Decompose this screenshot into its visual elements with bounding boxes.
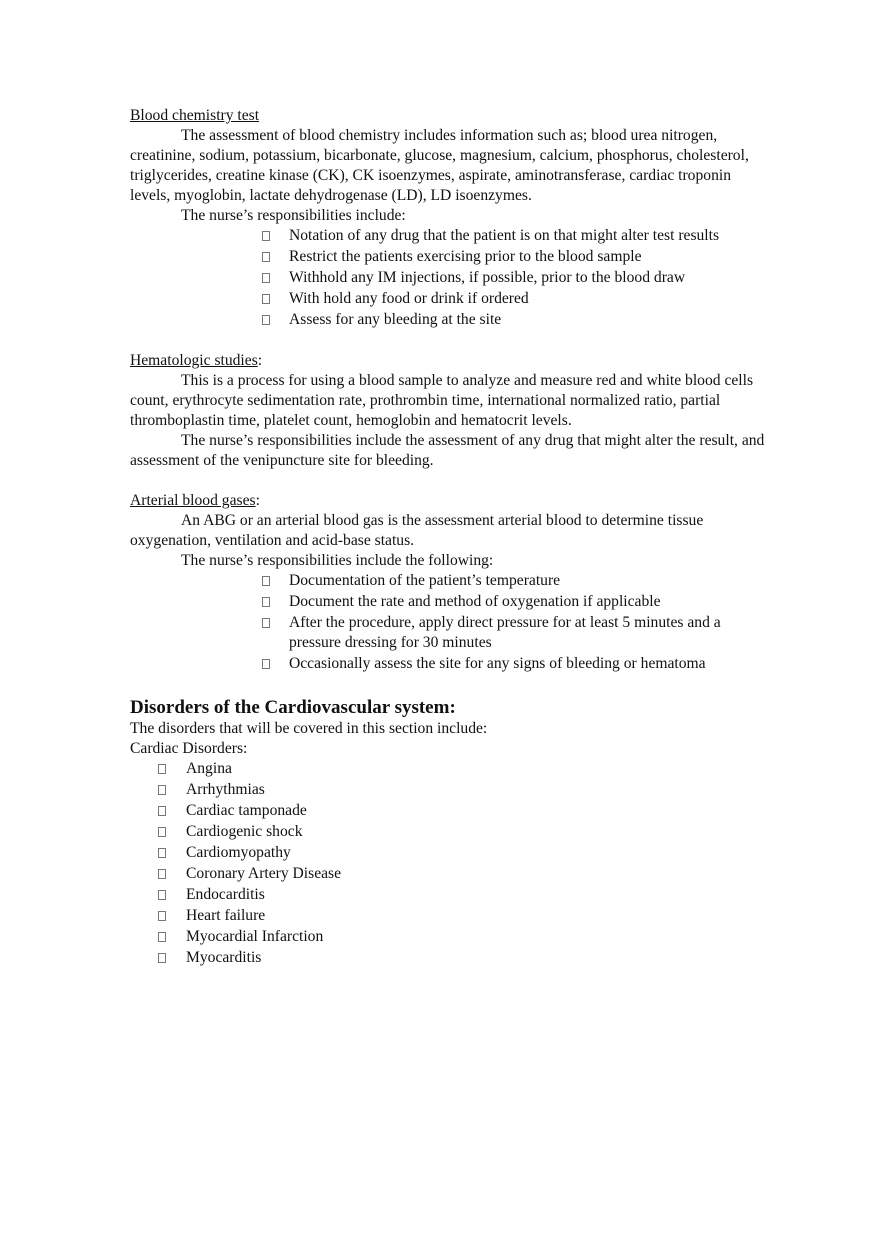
list-item: Cardiac tamponade [158, 801, 770, 821]
list-item: After the procedure, apply direct pressure for at least 5 minutes and a pressure dressing for 30 minutes [262, 613, 770, 653]
abg-resp-intro: The nurse’s responsibilities include the following: [181, 552, 494, 569]
checkbox-bullet-icon [158, 785, 166, 795]
list-item: Heart failure [158, 906, 770, 926]
abg-heading: Arterial blood gases: [130, 492, 260, 509]
checkbox-bullet-icon [262, 597, 270, 607]
disorders-section [130, 697, 770, 968]
list-item: Arrhythmias [158, 780, 770, 800]
blood-chemistry-paragraph: The assessment of blood chemistry includes information such as; blood urea nitrogen, creatinine, sodium, potassium, bicarbonate, glucose, magnesium, calcium, phosphorus, cholesterol, triglycerides, creatine kinase (CK), CK isoenzymes, aspirate, aminotransferase, cardiac troponin levels, myoglobin, lactate dehydrogenase (LD), LD isoenzymes. [130, 127, 749, 204]
checkbox-bullet-icon [158, 827, 166, 837]
list-item: Cardiomyopathy [158, 843, 770, 863]
blood-chemistry-section [130, 106, 770, 330]
checkbox-bullet-icon [262, 315, 270, 325]
hematologic-heading: Hematologic studies: [130, 352, 263, 369]
abg-section [130, 491, 770, 674]
disorders-intro: The disorders that will be covered in this section include: [130, 720, 488, 737]
checkbox-bullet-icon [158, 764, 166, 774]
list-item: Cardiogenic shock [158, 822, 770, 842]
checkbox-bullet-icon [262, 618, 270, 628]
abg-paragraph: An ABG or an arterial blood gas is the assessment arterial blood to determine tissue oxygenation, ventilation and acid-base status. [130, 512, 704, 549]
disorders-list [130, 759, 770, 968]
checkbox-bullet-icon [158, 869, 166, 879]
list-item: Myocardial Infarction [158, 927, 770, 947]
list-item: Coronary Artery Disease [158, 864, 770, 884]
checkbox-bullet-icon [262, 231, 270, 241]
disorders-category: Cardiac Disorders: [130, 740, 248, 757]
list-item: Notation of any drug that the patient is on that might alter test results [262, 226, 770, 246]
checkbox-bullet-icon [158, 890, 166, 900]
checkbox-bullet-icon [158, 806, 166, 816]
checkbox-bullet-icon [158, 848, 166, 858]
checkbox-bullet-icon [262, 576, 270, 586]
list-item: Myocarditis [158, 948, 770, 968]
hematologic-section [130, 351, 770, 471]
checkbox-bullet-icon [262, 273, 270, 283]
blood-chemistry-resp-intro: The nurse’s responsibilities include: [181, 207, 406, 224]
list-item: Withhold any IM injections, if possible, prior to the blood draw [262, 268, 770, 288]
checkbox-bullet-icon [158, 932, 166, 942]
disorders-title: Disorders of the Cardiovascular system: [130, 697, 456, 718]
abg-responsibilities [130, 571, 770, 674]
blood-chemistry-responsibilities [130, 226, 770, 330]
hematologic-paragraph: This is a process for using a blood sample to analyze and measure red and white blood cells count, erythrocyte sedimentation rate, prothrombin time, international normalized ratio, partial thromboplastin time, platelet count, hemoglobin and hematocrit levels. [130, 372, 754, 429]
checkbox-bullet-icon [262, 659, 270, 669]
document-page [130, 106, 770, 969]
list-item: Endocarditis [158, 885, 770, 905]
list-item: Restrict the patients exercising prior to the blood sample [262, 247, 770, 267]
list-item: Assess for any bleeding at the site [262, 310, 770, 330]
list-item: Occasionally assess the site for any signs of bleeding or hematoma [262, 654, 770, 674]
checkbox-bullet-icon [158, 953, 166, 963]
list-item: Angina [158, 759, 770, 779]
hematologic-paragraph-2: The nurse’s responsibilities include the assessment of any drug that might alter the result, and assessment of the venipuncture site for bleeding. [130, 432, 765, 469]
list-item: With hold any food or drink if ordered [262, 289, 770, 309]
checkbox-bullet-icon [262, 252, 270, 262]
checkbox-bullet-icon [158, 911, 166, 921]
list-item: Document the rate and method of oxygenation if applicable [262, 592, 770, 612]
checkbox-bullet-icon [262, 294, 270, 304]
list-item: Documentation of the patient’s temperature [262, 571, 770, 591]
blood-chemistry-heading: Blood chemistry test [130, 107, 260, 124]
